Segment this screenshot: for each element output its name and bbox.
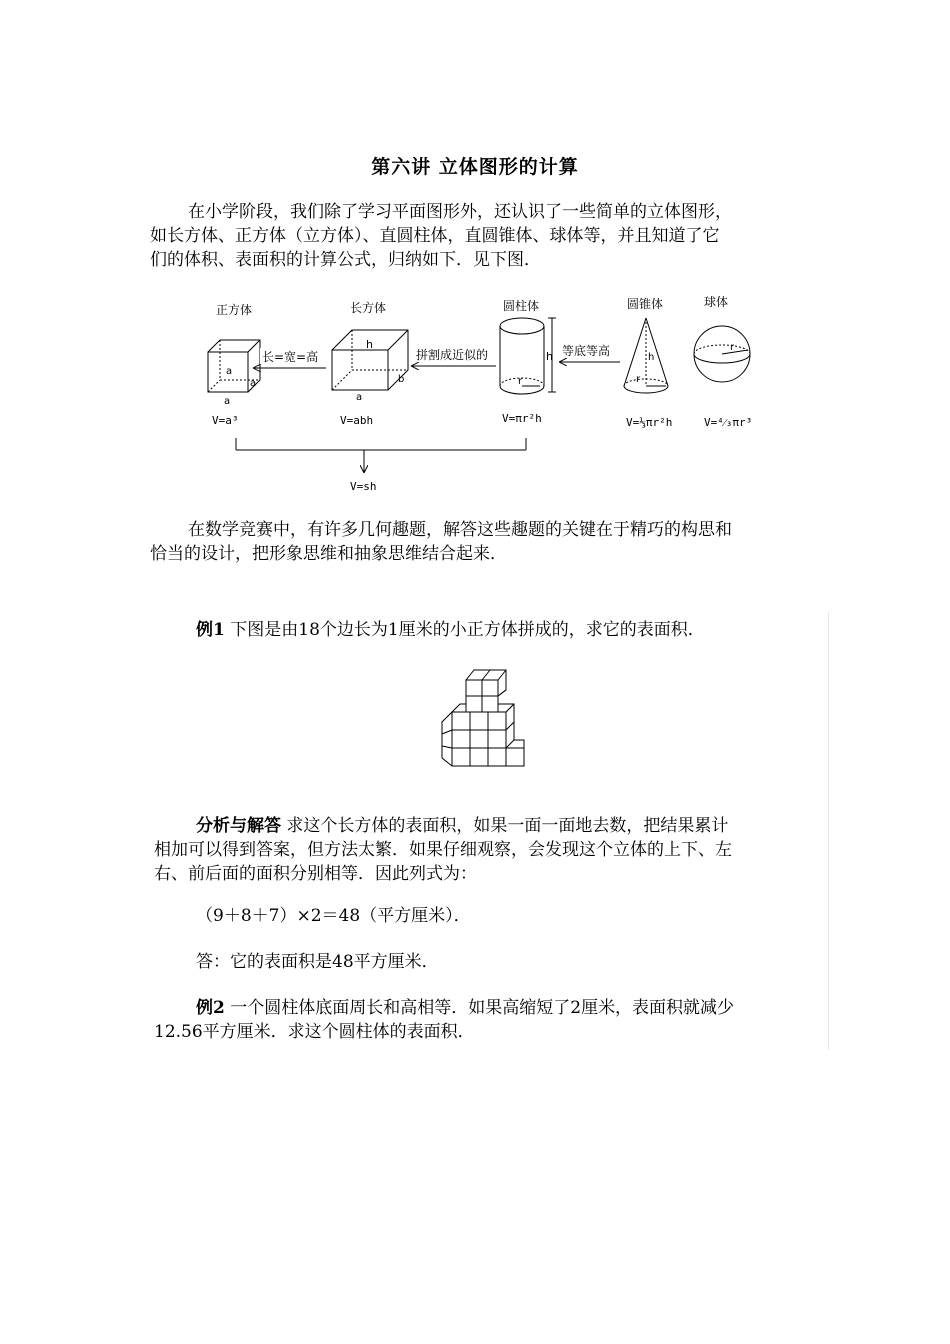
intro-line-1: 在小学阶段，我们除了学习平面图形外，还认识了一些简单的立体图形， (188, 202, 732, 222)
sphere-formula: V=⁴⁄₃πr³ (704, 416, 753, 429)
cylinder-h: h (546, 350, 553, 363)
cone-h: h (648, 352, 655, 363)
cone-shape (624, 318, 668, 393)
example1-label: 例1 (196, 620, 225, 640)
example2-line-2: 12.56平方厘米．求这个圆柱体的表面积． (154, 1022, 475, 1042)
intro-line-2: 如长方体、正方体（立方体）、直圆柱体，直圆锥体、球体等，并且知道了它 (150, 226, 720, 246)
answer: 答：它的表面积是48平方厘米． (196, 952, 439, 972)
bottom-formula: V=sh (350, 480, 377, 493)
sphere-shape (694, 326, 750, 382)
arrow3-text: 等底等高 (562, 344, 611, 358)
para2-line-1: 在数学竞赛中，有许多几何趣题，解答这些趣题的关键在于精巧的构思和 (188, 520, 732, 540)
cuboid-label: 长方体 (350, 301, 387, 315)
cuboid-a: a (356, 392, 363, 403)
arrow2-text: 拼割成近似的 (416, 348, 489, 362)
cube-a-bottom: a (224, 396, 231, 407)
cube-formula: V=a³ (212, 414, 239, 427)
example1-text: 下图是由18个边长为1厘米的小正方体拼成的，求它的表面积． (224, 620, 705, 640)
equation: （9＋8＋7）×2＝48（平方厘米）． (196, 906, 471, 926)
intro-line-3: 们的体积、表面积的计算公式，归纳如下．见下图． (150, 250, 541, 270)
example2-text-1: 一个圆柱体底面周长和高相等．如果高缩短了2厘米，表面积就减少 (224, 998, 735, 1018)
arrow1-text: 长=宽=高 (262, 350, 319, 364)
analysis-line-2: 相加可以得到答案，但方法太繁．如果仔细观察，会发现这个立体的上下、左 (154, 840, 732, 860)
analysis-line-1 (196, 814, 728, 838)
cylinder-r: r (518, 376, 523, 387)
cone-label: 圆锥体 (627, 297, 664, 311)
cube-a-side: a (250, 378, 257, 389)
para2-line-2: 恰当的设计，把形象思维和抽象思维结合起来． (150, 544, 507, 564)
sphere-label: 球体 (704, 295, 729, 309)
bracket-shape (236, 438, 526, 472)
solid-figures-diagram (190, 288, 770, 498)
cube-label: 正方体 (216, 303, 253, 317)
sphere-r: r (730, 342, 735, 353)
example1 (196, 618, 705, 642)
cylinder-label: 圆柱体 (503, 299, 540, 313)
margin-line (828, 612, 829, 1050)
example2-label: 例2 (196, 998, 225, 1018)
analysis-label: 分析与解答 (196, 816, 281, 836)
analysis-text-1: 求这个长方体的表面积，如果一面一面地去数，把结果累计 (281, 816, 729, 836)
cube-a-front: a (226, 366, 233, 377)
cuboid-formula: V=abh (340, 414, 374, 427)
cone-r: r (636, 374, 641, 385)
example2-line-1 (196, 996, 734, 1020)
cylinder-formula: V=πr²h (502, 412, 542, 425)
page-title: 第六讲 立体图形的计算 (371, 156, 579, 178)
stacked-cubes-figure (436, 664, 530, 780)
cone-formula: V=⅓πr²h (626, 416, 673, 429)
cuboid-h: h (366, 338, 373, 351)
analysis-line-3: 右、前后面的面积分别相等．因此列式为： (154, 864, 477, 884)
cuboid-b: b (398, 374, 405, 385)
